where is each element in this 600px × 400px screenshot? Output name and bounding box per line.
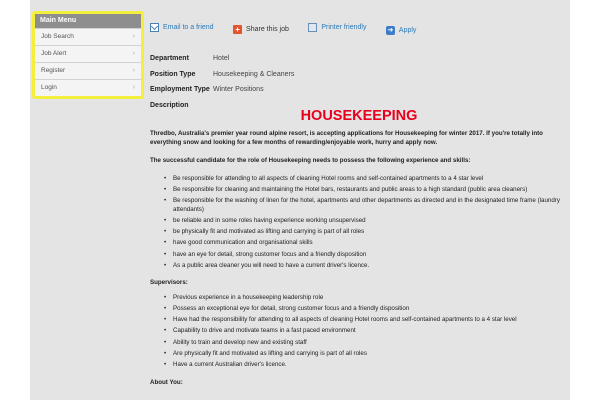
menu-item-login[interactable] — [35, 79, 141, 96]
share-job-link[interactable] — [233, 25, 289, 34]
job-actions — [150, 19, 431, 34]
menu-item-job-search[interactable] — [35, 28, 141, 45]
email-friend-link[interactable] — [150, 23, 214, 32]
requirements-list — [150, 175, 568, 271]
position-type-label: Position Type — [150, 70, 196, 78]
printer-icon — [308, 23, 317, 32]
menu-item-label: Job Alert — [41, 50, 67, 57]
printer-friendly-label: Printer friendly — [321, 24, 367, 31]
list-item: • Possess an exceptional eye for detail, strong customer focus and a friendly disposition — [164, 305, 568, 314]
employment-type-row — [150, 86, 294, 102]
share-job-label: Share this job — [246, 26, 289, 33]
description-label: Description — [150, 101, 189, 109]
list-item: • have an eye for detail, strong customer focus and a friendly disposition — [164, 251, 568, 260]
menu-item-label: Register — [41, 67, 66, 74]
envelope-icon — [150, 23, 159, 32]
supervisors-list — [150, 294, 568, 370]
page-frame — [30, 0, 570, 400]
list-item: • Previous experience in a housekeeping leadership role — [164, 294, 568, 303]
printer-friendly-link[interactable] — [308, 23, 366, 32]
menu-item-job-alert[interactable] — [35, 45, 141, 62]
share-plus-icon: + — [233, 25, 242, 34]
main-menu-title: Main Menu — [35, 14, 141, 28]
list-item: • be physically fit and motivated as lifting and carrying is part of all roles — [164, 228, 568, 237]
employment-type-value: Winter Positions — [213, 86, 264, 93]
list-item: • As a public area cleaner you will need to have a current driver's licence. — [164, 262, 568, 271]
chevron-right-icon: › — [132, 50, 135, 57]
list-item: • Have a current Australian driver's licence. — [164, 361, 568, 370]
list-item: • Are physically fit and motivated as lifting and carrying is part of all roles — [164, 350, 568, 359]
department-row — [150, 55, 294, 71]
main-menu — [32, 11, 144, 99]
chevron-right-icon: › — [132, 33, 135, 40]
list-item: • have good communication and organisational skills — [164, 239, 568, 248]
list-item: • Be responsible for attending to all aspects of cleaning Hotel rooms and self-contained apartments to a 4 star level — [164, 175, 568, 184]
list-item: • Have had the responsibility for attending to all aspects of cleaning Hotel rooms and self-contained apartments to a 4 star level — [164, 316, 568, 325]
position-type-value: Housekeeping & Cleaners — [213, 70, 295, 78]
list-item: • be reliable and in some roles having experience working unsupervised — [164, 217, 568, 226]
apply-link[interactable] — [386, 26, 417, 35]
supervisors-heading: Supervisors: — [150, 279, 188, 287]
job-description — [150, 108, 568, 396]
chevron-right-icon: › — [132, 67, 135, 74]
department-value: Hotel — [213, 55, 230, 62]
menu-item-label: Job Search — [41, 33, 74, 40]
menu-item-label: Login — [41, 84, 57, 91]
list-item: • Be responsible for cleaning and maintaining the Hotel bars, restaurants and public areas to a high standard (public area cleaners) — [164, 186, 568, 195]
list-item: • Be responsible for the washing of linen for the hotel, apartments and other departments as directed and in the designated time frame (laundry attendants) — [164, 197, 568, 214]
email-friend-label: Email to a friend — [163, 24, 214, 31]
intro-paragraph: Thredbo, Australia's premier year round alpine resort, is accepting applications for Housekeeping for winter 2017. If you're totally into everything snow and looking for a few months of rewarding/enjoyable work, hurry and apply now. — [150, 130, 543, 146]
menu-item-register[interactable] — [35, 62, 141, 79]
requirements-heading: The successful candidate for the role of Housekeeping needs to possess the following experience and skills: — [150, 157, 471, 165]
department-label: Department — [150, 55, 189, 62]
job-headline: HOUSEKEEPING — [300, 108, 418, 124]
apply-arrow-icon: ➜ — [387, 27, 394, 34]
position-type-row — [150, 71, 294, 87]
apply-label: Apply — [398, 27, 417, 34]
employment-type-label: Employment Type — [150, 86, 210, 93]
chevron-right-icon: › — [132, 84, 135, 91]
about-you-heading: About You: — [150, 378, 183, 386]
list-item: • Ability to train and develop new and existing staff — [164, 339, 568, 348]
list-item: • Capability to drive and motivate teams in a fast paced environment — [164, 327, 568, 336]
